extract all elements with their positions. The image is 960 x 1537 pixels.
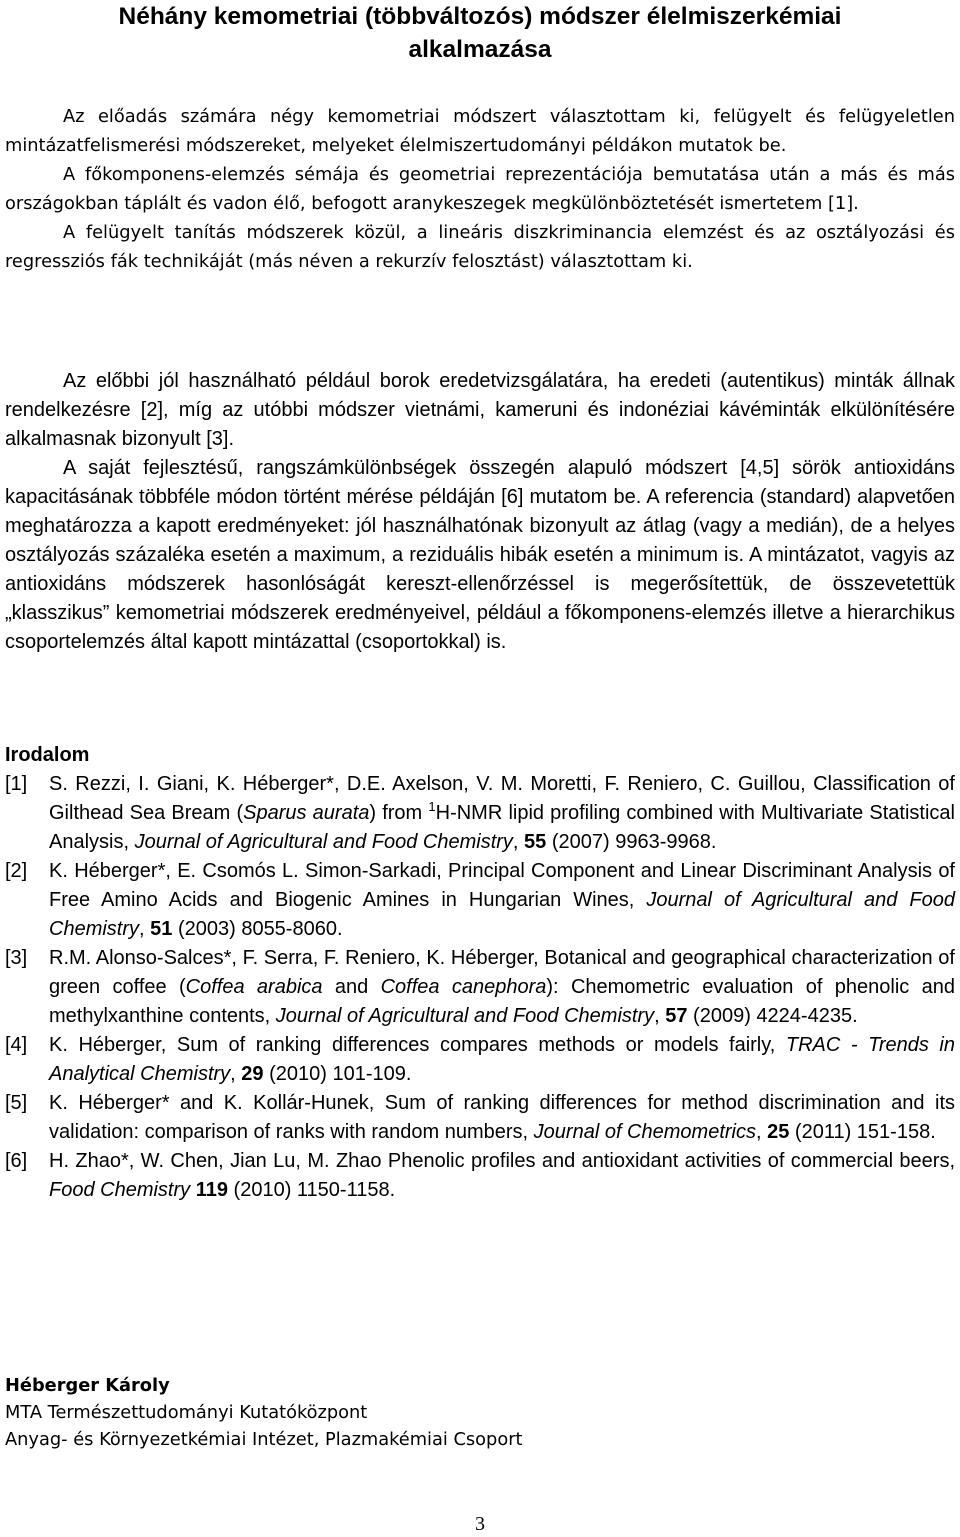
reference-number: [5] xyxy=(5,1092,28,1114)
reference-tail: (2010) 1150-1158. xyxy=(227,1179,396,1201)
references-list xyxy=(5,770,955,1205)
abstract-paragraph: A felügyelt tanítás módszerek közül, a lineáris diszkriminancia elemzést és az osztályozási és regressziós fák technikáját (más néven a rekurzív felosztást) választottam ki. xyxy=(5,222,955,272)
reference-number: [2] xyxy=(5,860,28,882)
reference-number: [1] xyxy=(5,773,28,795)
reference-text: S. Rezzi, I. Giani, K. Héberger*, D.E. Axelson, V. M. Moretti, F. Reniero, C. Guillou, Classification of Gilthead Sea Bream ( xyxy=(49,773,955,824)
reference-text: K. Héberger, Sum of ranking differences compares methods or models fairly, xyxy=(49,1034,786,1056)
title-line-2: alkalmazása xyxy=(408,36,552,63)
reference-tail: (2011) 151-158. xyxy=(789,1121,936,1143)
reference-number: [4] xyxy=(5,1034,28,1056)
body-paragraph: A saját fejlesztésű, rangszámkülönbségek összegén alapuló módszert [4,5] sörök antioxidáns kapacitásának többféle módon történt mérése példáján [6] mutatom be. A referencia (standard) alapvetően meghatározza a kapott eredményeket: jól használhatónak bizonyult az átlag (vagy a medián), de a helyes osztályozás százaléka esetén a maximum, a reziduális hibák esetén a minimum is. A mintázatot, vagyis az antioxidáns módszerek hasonlóságát kereszt-ellenőrzéssel is megerősítettük, de összevetettük „klasszikus” kemometriai módszerek eredményeivel, például a főkomponens-elemzés illetve a hierarchikus csoportelemzés által kapott mintázattal (csoportokkal) is. xyxy=(5,457,955,653)
author-affiliation: Anyag- és Környezetkémiai Intézet, Plazmakémiai Csoport xyxy=(5,1429,523,1450)
reference-tail: (2009) 4224-4235. xyxy=(687,1005,858,1027)
reference-separator: , xyxy=(139,918,151,940)
document-title xyxy=(4,0,956,66)
body-paragraph: Az előbbi jól használható például borok eredetvizsgálatára, ha eredeti (autentikus) minták állnak rendelkezésre [2], míg az utóbbi módszer vietnámi, kameruni és indonéziai kávéminták elkülönítésére alkalmasnak bizonyult [3]. xyxy=(5,370,955,450)
reference-journal: TRAC - Trends in Analytical Chemistry xyxy=(49,1034,955,1085)
reference-text: K. Héberger* and K. Kollár-Hunek, Sum of ranking differences for method discrimination and its validation: comparison of ranks with random numbers, xyxy=(49,1092,955,1143)
reference-item xyxy=(5,944,955,1031)
reference-text: and xyxy=(322,976,381,998)
reference-journal: Journal of Agricultural and Food Chemistry xyxy=(134,831,513,853)
reference-separator: , xyxy=(654,1005,666,1027)
reference-volume: 51 xyxy=(150,918,173,940)
abstract-paragraph: A főkomponens-elemzés sémája és geometriai reprezentációja bemutatása után a más és más országokban táplált és vadon élő, befogott aranykeszegek megkülönböztetését ismertetem [1]. xyxy=(5,164,955,214)
reference-volume: 57 xyxy=(665,1005,688,1027)
reference-superscript: 1 xyxy=(428,799,436,814)
reference-volume: 25 xyxy=(767,1121,790,1143)
reference-tail: (2010) 101-109. xyxy=(263,1063,412,1085)
reference-tail: (2007) 9963-9968. xyxy=(546,831,717,853)
reference-tail: (2003) 8055-8060. xyxy=(172,918,343,940)
reference-item xyxy=(5,1089,955,1147)
references-heading: Irodalom xyxy=(5,744,90,766)
reference-separator: , xyxy=(755,1121,768,1143)
reference-text: H. Zhao*, W. Chen, Jian Lu, M. Zhao Phenolic profiles and antioxidant activities of commercial beers, xyxy=(49,1150,955,1172)
reference-text: H-NMR lipid profiling combined with Multivariate Statistical Analysis, xyxy=(49,802,955,853)
reference-text: ) from xyxy=(369,802,429,824)
title-line-1: Néhány kemometriai (többváltozós) módszer élelmiszerkémiai xyxy=(118,3,842,30)
body-section xyxy=(5,367,955,657)
reference-text: R.M. Alonso-Salces*, F. Serra, F. Reniero, K. Héberger, Botanical and geographical characterization of green coffee ( xyxy=(49,947,955,998)
author-block xyxy=(5,1372,955,1453)
reference-journal: Journal of Agricultural and Food Chemistry xyxy=(275,1005,655,1027)
reference-journal: Food Chemistry xyxy=(49,1179,191,1201)
page-number: 3 xyxy=(475,1513,485,1535)
reference-species: Coffea canephora xyxy=(380,976,547,998)
reference-text: ): Chemometric evaluation of phenolic and methylxanthine contents, xyxy=(49,976,956,1027)
reference-species: Coffea arabica xyxy=(185,976,323,998)
reference-journal: Journal of Agricultural and Food Chemistry xyxy=(49,889,955,940)
author-affiliation: MTA Természettudományi Kutatóközpont xyxy=(5,1402,368,1423)
reference-volume: 29 xyxy=(241,1063,264,1085)
author-name: Héberger Károly xyxy=(5,1375,170,1396)
reference-number: [3] xyxy=(5,947,28,969)
reference-volume: 55 xyxy=(524,831,547,853)
reference-separator: , xyxy=(512,831,525,853)
reference-separator: , xyxy=(230,1063,242,1085)
reference-species: Sparus aurata xyxy=(243,802,370,824)
reference-volume: 119 xyxy=(195,1179,228,1201)
reference-journal: Journal of Chemometrics xyxy=(533,1121,756,1143)
reference-item xyxy=(5,770,955,857)
reference-text: K. Héberger*, E. Csomós L. Simon-Sarkadi, Principal Component and Linear Discriminant Analysis of Free Amino Acids and Biogenic Amines in Hungarian Wines, xyxy=(49,860,955,911)
reference-item xyxy=(5,1147,955,1205)
reference-item xyxy=(5,1031,955,1089)
reference-item xyxy=(5,857,955,944)
reference-number: [6] xyxy=(5,1150,28,1172)
abstract-paragraph: Az előadás számára négy kemometriai módszert választottam ki, felügyelt és felügyeletlen mintázatfelismerési módszereket, melyeket élelmiszertudományi példákon mutatok be. xyxy=(5,106,955,156)
abstract-section xyxy=(5,102,955,276)
